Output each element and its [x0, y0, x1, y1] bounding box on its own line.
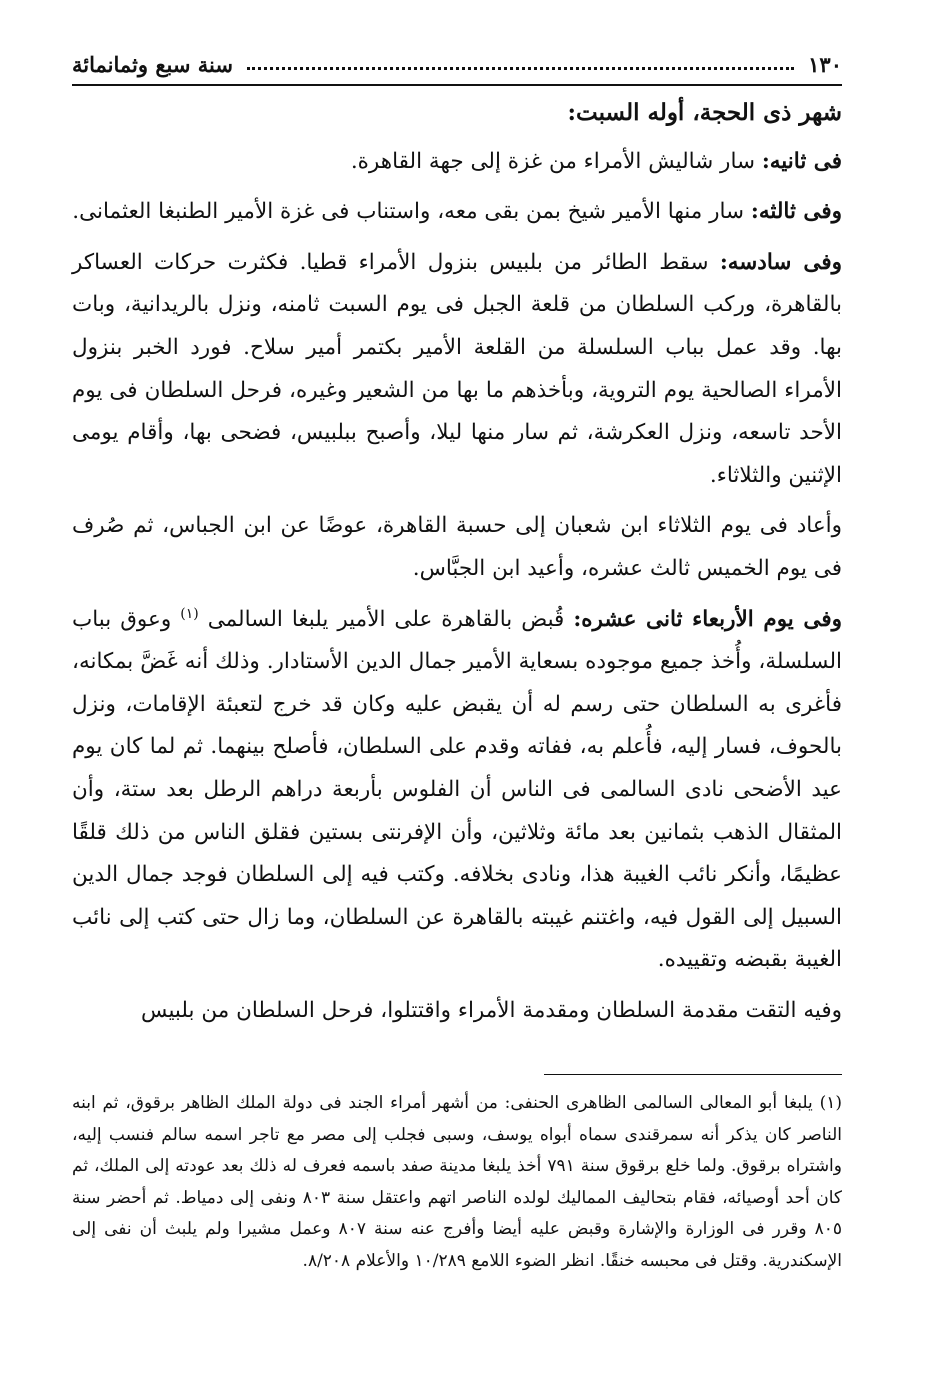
paragraph	[72, 191, 842, 234]
paragraph	[72, 505, 842, 590]
paragraph-text: قُبض بالقاهرة على الأمير يلبغا السالمى	[198, 606, 574, 632]
paragraph-lead: وفى سادسه:	[719, 249, 842, 275]
running-title: سنة سبع وثمانمائة	[72, 51, 233, 77]
paragraph-text: سار منها الأمير شيخ بمن بقى معه، واستناب فى غزة الأمير الطنبغا العثمانى.	[72, 199, 751, 225]
paragraph	[72, 599, 842, 982]
footnote: (١) يلبغا أبو المعالى السالمى الظاهرى الحنفى: من أشهر أمراء الجند فى دولة الملك الظاهر برقوق، ثم ابنه الناصر كان يذكر أنه سمرقندى سماه أبواه يوسف، وسبى فجلب إلى مصر مع تاجر اسمه سالم فنسب إليه، واشتراه برقوق. ولما خلع برقوق سنة ٧٩١ أخذ يلبغا مدينة صفد باسمه فعرف له ذلك بعد عودته إلى الملك، ثم كان أحد أوصيائه، فقام بتحاليف المماليك لولده الناصر اتهم واعتقل سنة ٨٠٣ ونفى إلى دمياط. ثم أحضر سنة ٨٠٥ وقرر فى الوزارة والإشارة وقبض عليه أيضا وأفرج عنه سنة ٨٠٧ وعمل مشيرا ولم يلبث أن نفى إلى الإسكندرية. وقتل فى محبسه خنقًا. انظر الضوء اللامع ١٠/٢٨٩ والأعلام ٨/٢٠٨.	[72, 1093, 842, 1271]
footnote-reference[interactable]: (١)	[180, 605, 199, 622]
paragraph-lead: وفى يوم الأربعاء ثانى عشره:	[573, 606, 842, 632]
page-number: ١٣٠	[808, 51, 842, 77]
paragraph-lead: وفى ثالثه:	[750, 199, 842, 225]
paragraph-text: وفيه التقت مقدمة السلطان ومقدمة الأمراء واقتتلوا، فرحل السلطان من بلبيس	[141, 997, 842, 1023]
running-header	[72, 44, 842, 86]
paragraph-text: وأعاد فى يوم الثلاثاء ابن شعبان إلى حسبة القاهرة، عوضًا عن ابن الجباس، ثم صُرف فى يوم الخميس ثالث عشره، وأعيد ابن الجبَّاس.	[72, 513, 842, 581]
paragraph	[72, 141, 842, 184]
paragraph-text: سار شاليش الأمراء من غزة إلى جهة القاهرة.	[350, 148, 762, 174]
paragraph-text: سقط الطائر من بلبيس بنزول الأمراء قطيا. فكثرت حركات العساكر بالقاهرة، وركب السلطان من قلعة الجبل فى يوم السبت ثامنه، ونزل بالريدانية، وبات بها. وقد عمل بباب السلسلة من القلعة الأمير بكتمر أمير سلاح. فورد الخبر بنزول الأمراء الصالحية يوم التروية، وبأخذهم ما بها من الشعير وغيره، فرحل السلطان فى يوم الأحد تاسعه، ونزل العكرشة، ثم سار منها ليلا، وأصبح ببلبيس، فضحى بها، وأقام يومى الإثنين والثلاثاء.	[72, 249, 842, 488]
footnote-divider	[544, 1074, 842, 1075]
paragraph-text: وعوق بباب السلسلة، وأُخذ جميع موجوده بسعاية الأمير جمال الدين الأستادار. وذلك أنه غَضَّ بمكانه، فأغرى به السلطان حتى رسم له أن يقبض عليه وكان قد خرج لتعبئة الإقامات، ونزل بالحوف، فسار إليه، فأُعلم به، ففاته وقدم على السلطان، فأصلح بينهما. ثم لما كان يوم عيد الأضحى نادى السالمى فى الناس أن الفلوس بأربعة دراهم الرطل بعد ستة، وأن المثقال الذهب بثمانين بعد مائة وثلاثين، وأن الإفرنتى بستين فقلق الناس من ذلك قلقًا عظيمًا، وأنكر نائب الغيبة هذا، ونادى بخلافه. وكتب فيه إلى السلطان فوجد جمال الدين السبيل إلى القول فيه، واغتنم غيبته بالقاهرة عن السلطان، وما زال حتى كتب إلى نائب الغيبة بقبضه وتقييده.	[72, 606, 842, 973]
paragraph	[72, 990, 842, 1033]
main-text	[72, 92, 842, 1040]
section-heading: شهر ذى الحجة، أوله السبت:	[567, 99, 842, 126]
paragraph	[72, 242, 842, 498]
dotted-leader	[247, 67, 794, 70]
paragraph-lead: فى ثانيه:	[761, 148, 842, 174]
